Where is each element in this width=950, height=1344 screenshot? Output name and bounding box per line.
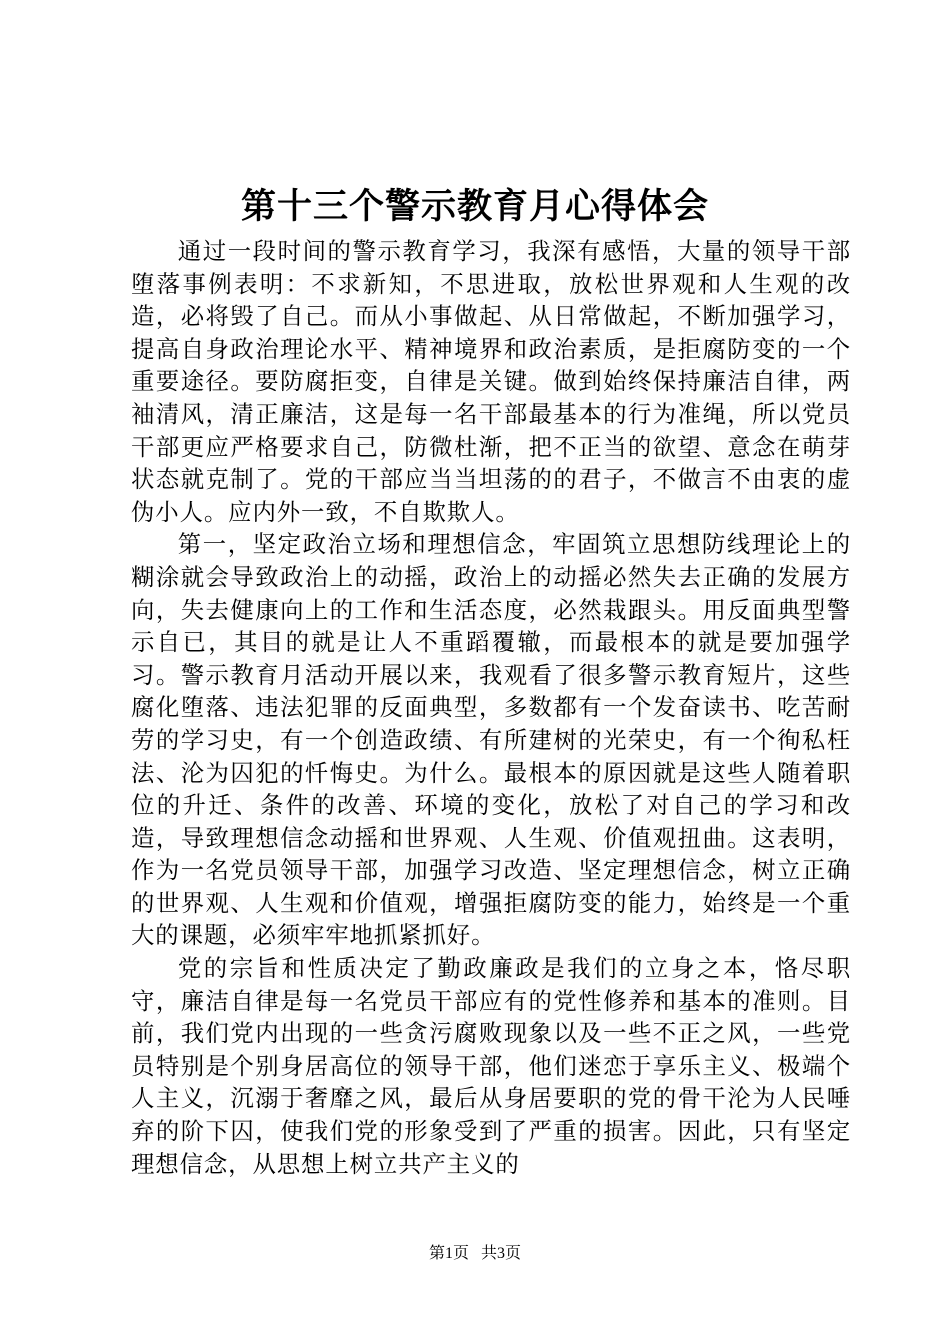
document-body — [131, 235, 851, 1180]
page-total: 共3页 — [481, 1245, 522, 1262]
paragraph-2: 第一，坚定政治立场和理想信念，牢固筑立思想防线理论上的糊涂就会导致政治上的动摇，政治上的动摇必然失去正确的发展方向，失去健康向上的工作和生活态度，必然栽跟头。用反面典型警示自已，其目的就是让人不重蹈覆辙，而最根本的就是要加强学习。警示教育月活动开展以来，我观看了很多警示教育短片，这些腐化堕落、违法犯罪的反面典型，多数都有一个发奋读书、吃苦耐劳的学习史，有一个创造政绩、有所建树的光荣史，有一个徇私枉法、沦为囚犯的忏悔史。为什么。最根本的原因就是这些人随着职位的升迁、条件的改善、环境的变化，放松了对自己的学习和改造，导致理想信念动摇和世界观、人生观、价值观扭曲。这表明，作为一名党员领导干部，加强学习改造、坚定理想信念，树立正确的世界观、人生观和价值观，增强拒腐防变的能力，始终是一个重大的课题，必须牢牢地抓紧抓好。 — [131, 530, 851, 950]
page-number: 第1页 — [428, 1245, 469, 1262]
page-footer — [0, 1243, 950, 1265]
document-title: 第十三个警示教育月心得体会 — [240, 186, 709, 227]
paragraph-1: 通过一段时间的警示教育学习，我深有感悟，大量的领导干部堕落事例表明：不求新知，不思进取，放松世界观和人生观的改造，必将毁了自己。而从小事做起、从日常做起，不断加强学习，提高自身政治理论水平、精神境界和政治素质，是拒腐防变的一个重要途径。要防腐拒变，自律是关键。做到始终保持廉洁自律，两袖清风，清正廉洁，这是每一名干部最基本的行为准绳，所以党员干部更应严格要求自己，防微杜渐，把不正当的欲望、意念在萌芽状态就克制了。党的干部应当当坦荡的的君子，不做言不由衷的虚伪小人。应内外一致，不自欺欺人。 — [131, 237, 851, 526]
paragraph-3: 党的宗旨和性质决定了勤政廉政是我们的立身之本，恪尽职守，廉洁自律是每一名党员干部应有的党性修养和基本的准则。目前，我们党内出现的一些贪污腐败现象以及一些不正之风，一些党员特别是个别身居高位的领导干部，他们迷恋于享乐主义、极端个人主义，沉溺于奢靡之风，最后从身居要职的党的骨干沦为人民唾弃的阶下囚，使我们党的形象受到了严重的损害。因此，只有坚定理想信念，从思想上树立共产主义的 — [131, 954, 851, 1178]
